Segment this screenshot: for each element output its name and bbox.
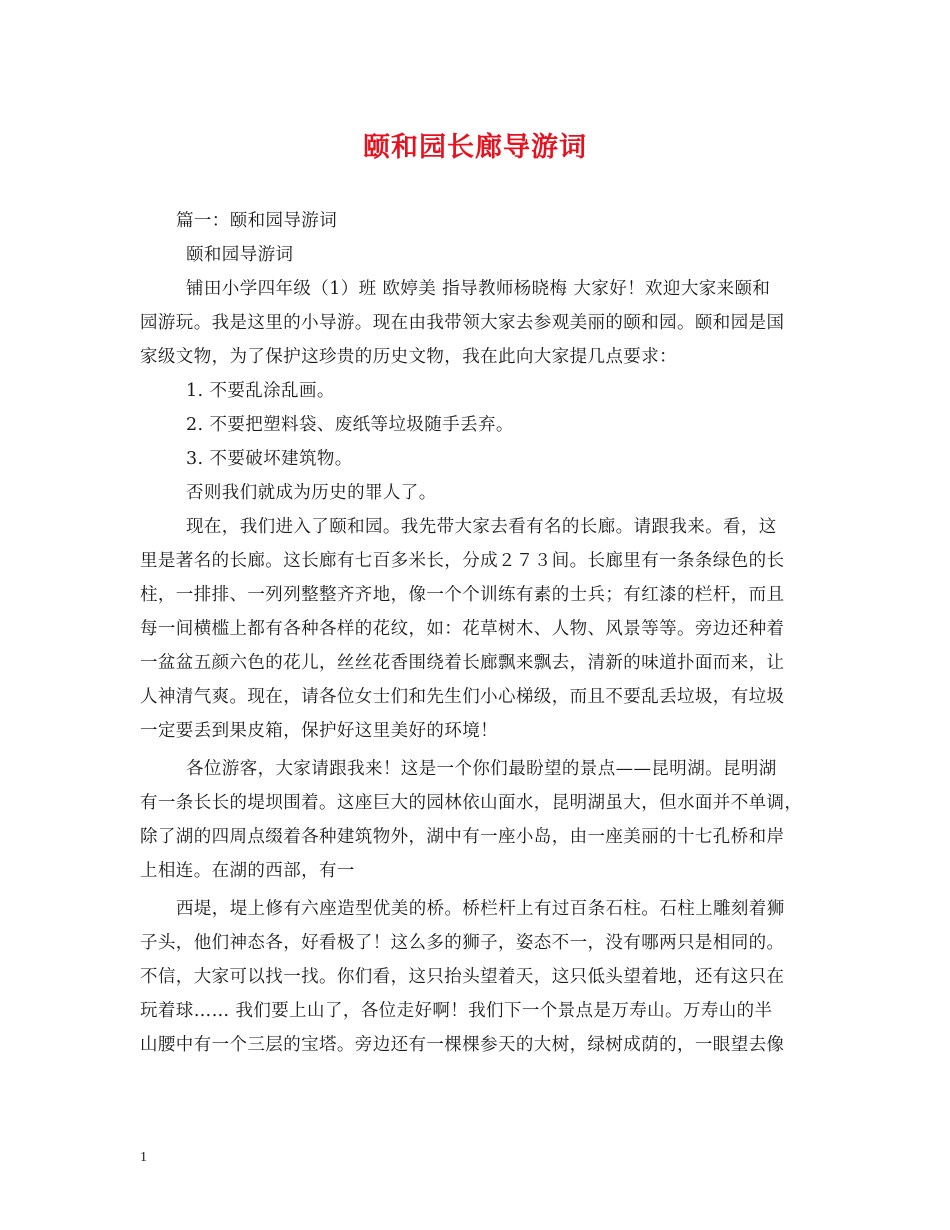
intro-line: 园游玩。我是这里的小导游。现在由我带领大家去参观美丽的颐和园。颐和园是国 [140, 313, 785, 333]
corridor-line: 里是著名的长廊。这长廊有七百多米长，分成２７３间。长廊里有一条条绿色的长 [140, 551, 785, 571]
page-number: 1 [140, 1150, 147, 1165]
corridor-line: 一盆盆五颜六色的花儿，丝丝花香围绕着长廊飘来飘去，清新的味道扑面而来，让 [140, 653, 785, 673]
intro-line: 铺田小学四年级（1）班 欧婷美 指导教师杨晓梅 大家好！欢迎大家来颐和 [186, 279, 771, 299]
west-line: 不信，大家可以找一找。你们看，这只抬头望着天，这只低头望着地，还有这只在 [140, 967, 785, 987]
corridor-line: 现在，我们进入了颐和园。我先带大家去看有名的长廊。请跟我来。看，这 [186, 517, 777, 537]
section-heading: 篇一：颐和园导游词 [176, 211, 338, 231]
west-line: 西堤，堤上修有六座造型优美的桥。桥栏杆上有过百条石柱。石柱上雕刻着狮 [176, 899, 785, 919]
intro-line: 家级文物，为了保护这珍贵的历史文物，我在此向大家提几点要求： [140, 347, 677, 367]
lake-line: 上相连。在湖的西部，有一 [140, 861, 355, 881]
rule-item: 1. 不要乱涂乱画。 [186, 381, 335, 401]
subtitle: 颐和园导游词 [186, 245, 294, 265]
lake-line: 除了湖的四周点缀着各种建筑物外，湖中有一座小岛，由一座美丽的十七孔桥和岸 [140, 827, 785, 847]
corridor-line: 每一间横槛上都有各种各样的花纹，如：花草树木、人物、风景等等。旁边还种着 [140, 619, 785, 639]
west-line: 玩着球…… 我们要上山了，各位走好啊！我们下一个景点是万寿山。万寿山的半 [140, 1001, 773, 1021]
west-line: 山腰中有一个三层的宝塔。旁边还有一棵棵参天的大树，绿树成荫的，一眼望去像 [140, 1035, 785, 1055]
warning-line: 否则我们就成为历史的罪人了。 [186, 483, 437, 503]
west-line: 子头，他们神态各，好看极了！这么多的狮子，姿态不一，没有哪两只是相同的。 [140, 933, 785, 953]
rule-item: 2. 不要把塑料袋、废纸等垃圾随手丢弃。 [186, 415, 514, 435]
lake-line: 有一条长长的堤坝围着。这座巨大的园林依山面水，昆明湖虽大，但水面并不单调， [140, 793, 803, 813]
document-title: 颐和园长廊导游词 [363, 132, 587, 163]
corridor-line: 柱，一排排、一列列整整齐齐地，像一个个训练有素的士兵；有红漆的栏杆，而且 [140, 585, 785, 605]
lake-line: 各位游客，大家请跟我来！这是一个你们最盼望的景点——昆明湖。昆明湖 [186, 759, 777, 779]
corridor-line: 人神清气爽。现在，请各位女士们和先生们小心梯级，而且不要乱丢垃圾，有垃圾 [140, 687, 785, 707]
corridor-line: 一定要丢到果皮箱，保护好这里美好的环境！ [140, 721, 498, 741]
rule-item: 3. 不要破坏建筑物。 [186, 449, 353, 469]
